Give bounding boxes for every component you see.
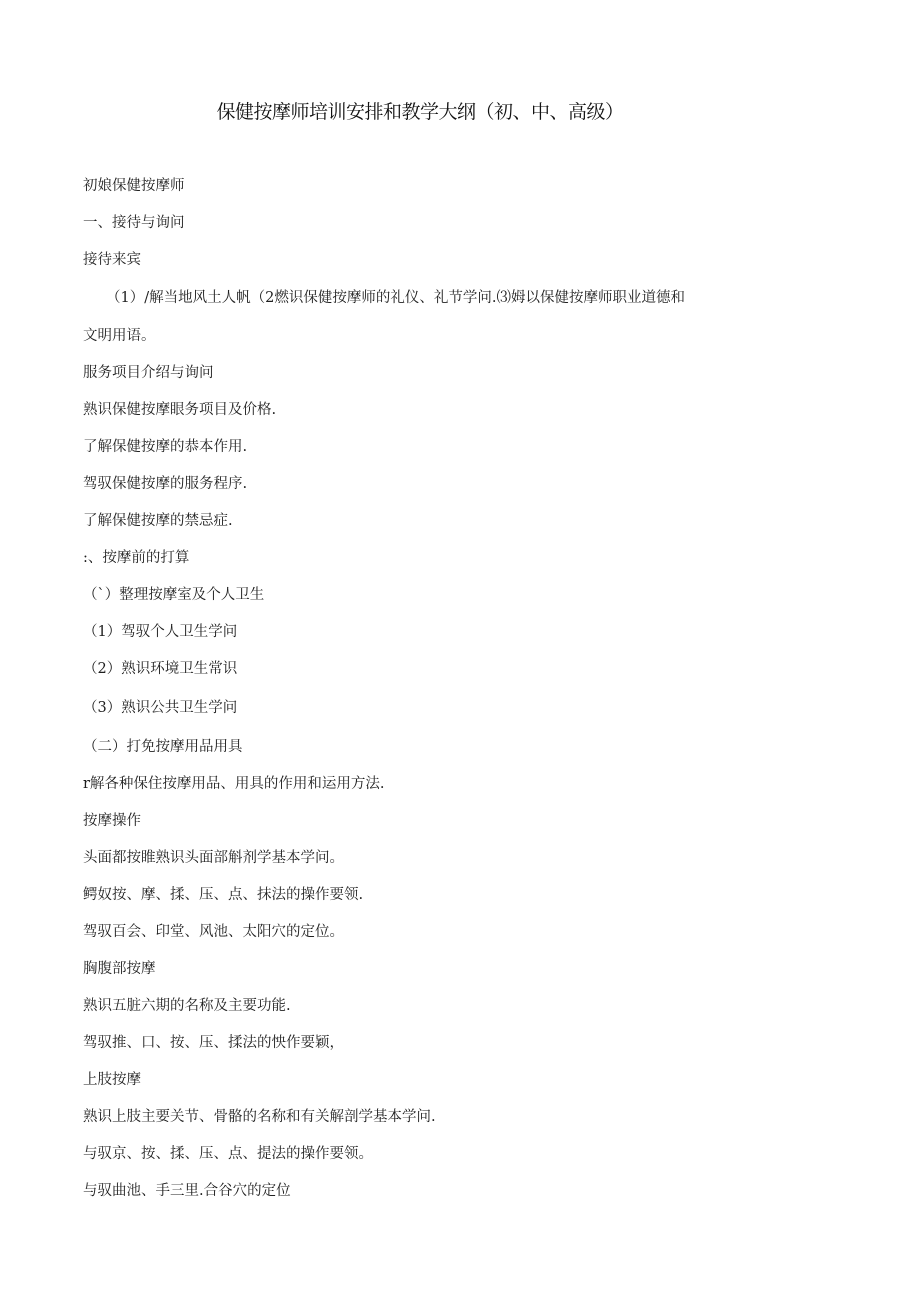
paragraph-line: 头面都按睢熟识头面部斛剂学基本学问。 <box>83 850 344 866</box>
paragraph-line: 与驭京、按、揉、压、点、提法的操作要领。 <box>83 1146 373 1162</box>
document-title: 保健按摩师培训安排和教学大纲（初、中、高级） <box>216 101 624 123</box>
paragraph-line: r解各种保住按摩用品、用具的作用和运用方法. <box>83 776 385 792</box>
paragraph-line: 鳄奴按、摩、揉、压、点、抹法的操作要领. <box>83 887 364 903</box>
paragraph-line: 驾驭百会、印堂、风池、太阳穴的定位。 <box>83 924 344 940</box>
paragraph-line: 与驭曲池、手三里.合谷穴的定位 <box>83 1183 291 1199</box>
paragraph-line: 熟识上肢主要关节、骨骼的名称和有关解剖学基本学问. <box>83 1109 436 1125</box>
paragraph-line: 文明用语。 <box>83 328 156 344</box>
list-item: （3）熟识公共卫生学问 <box>83 700 238 716</box>
section-heading-preparation: :、按摩前的打算 <box>83 550 190 566</box>
list-item: （2）熟识环境卫生常识 <box>83 661 238 677</box>
subsection-heading-upper-limb: 上肢按摩 <box>83 1072 141 1088</box>
paragraph-line: 熟识保健按摩眼务项目及价格. <box>83 402 277 418</box>
paragraph-line: 驾驭保健按摩的服务程序. <box>83 476 248 492</box>
paragraph-line: 了解保健按摩的恭本作用. <box>83 439 248 455</box>
paragraph-line: 熟识五脏六期的名称及主要功能. <box>83 998 291 1014</box>
subsection-heading-chest-abdomen: 胸腹部按摩 <box>83 961 156 977</box>
paragraph-line: 驾驭推、口、按、压、揉法的怏作要颖， <box>83 1035 344 1051</box>
section-heading-operation: 按摩操作 <box>83 813 141 829</box>
section-heading-reception: 一、接待与询问 <box>83 215 185 231</box>
subsection-heading-supplies: （二）打免按摩用品用具 <box>83 739 243 755</box>
subsection-heading-hygiene: （`）整理按摩室及个人卫生 <box>83 587 265 603</box>
subsection-heading-service-intro: 服务项目介绍与询问 <box>83 365 214 381</box>
paragraph-line: 了解保健按摩的禁忌症. <box>83 513 233 529</box>
paragraph-line: （1）/解当地风土人帆（2燃识保健按摩师的礼仪、礼节学问.⑶姆以保健按摩师职业道德和 <box>106 290 685 306</box>
section-heading-level: 初娘保健按摩师 <box>83 178 185 194</box>
list-item: （1）驾驭个人卫生学问 <box>83 624 238 640</box>
subsection-heading-receive-guests: 接待来宾 <box>83 252 141 268</box>
